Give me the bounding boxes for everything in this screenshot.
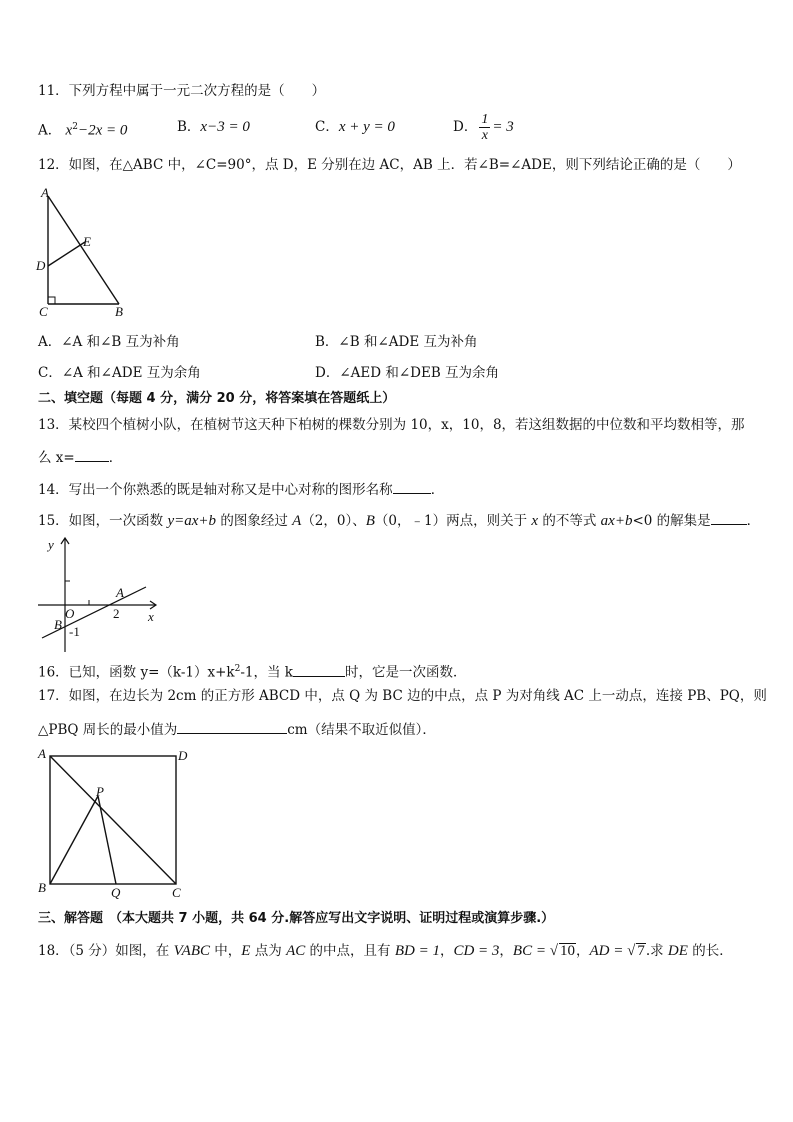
q11-option-d-num: 1: [481, 112, 489, 127]
q12-option-b[interactable]: B．∠B 和∠ADE 互为补角: [315, 334, 478, 350]
q15-label-o: O: [65, 606, 75, 621]
q12-side-ab: [48, 196, 119, 304]
q15-label-a: A: [116, 585, 124, 600]
q18-sep1: ，: [439, 943, 454, 959]
q18-bc-radicand: 10: [559, 943, 575, 959]
q14-line: [38, 479, 444, 499]
q15-point-a: A: [292, 513, 302, 529]
q16-sup: 2: [234, 664, 241, 674]
q17-answer-blank[interactable]: [177, 719, 287, 734]
q13-line2-post: ．: [108, 450, 123, 466]
q12-triangle-svg: [35, 184, 135, 320]
q18-de: DE: [667, 943, 688, 959]
q11-option-a-x: x: [65, 122, 73, 139]
q15-coord-b: （0，﹣1）两点，则关于: [374, 513, 532, 529]
q16-mid: -1，当 k: [240, 664, 293, 681]
q17-label-p: P: [96, 784, 104, 799]
q13-line2: [38, 447, 122, 467]
q15-label-y: y: [48, 537, 54, 552]
q17-segment-pb: [50, 796, 98, 884]
q15-pre: 15．如图，一次函数: [38, 513, 168, 529]
q11-option-b[interactable]: [177, 118, 250, 136]
q15-label-b: B: [54, 617, 62, 632]
q14-pre: 14．写出一个你熟悉的既是轴对称又是中心对称的图形名称: [38, 482, 393, 498]
q13-line1: 13．某校四个植树小队，在植树节这天种下柏树的棵数分别为 10，x，10，8，若这组数据的中位数和平均数相等，那: [38, 417, 745, 433]
q18-bc-radical-sign: √: [549, 943, 558, 959]
q17-label-b: B: [38, 880, 46, 895]
q12-segment-de: [48, 242, 85, 266]
q17-line1: 17．如图，在边长为 2cm 的正方形 ABCD 中，点 Q 为 BC 边的中点，点 P 为对角线 AC 上一动点，连接 PB、PQ，则: [38, 688, 767, 704]
q15-label-x: x: [148, 609, 154, 624]
q18-post: 的长．: [687, 943, 733, 959]
q15-mid: 的图象经过: [216, 513, 293, 529]
q17-diagonal-ac: [50, 756, 176, 884]
q16-pre: 16．已知，函数 y=（k-1）x+k: [38, 664, 235, 681]
q11-option-a-letter: A．: [38, 122, 62, 139]
section3-title: [38, 910, 554, 928]
q11-option-d-fraction: [479, 112, 490, 143]
q15-func: y=ax+b: [167, 513, 217, 529]
q12-label-b: B: [115, 304, 123, 319]
q18-bc: BC =: [512, 943, 550, 959]
q12-option-d[interactable]: D．∠AED 和∠DEB 互为余角: [315, 365, 500, 381]
q17-label-q: Q: [111, 885, 121, 900]
q18-cd: CD = 3: [453, 943, 500, 959]
q17-label-c: C: [172, 885, 181, 900]
q12-right-angle-mark: [48, 297, 55, 304]
q11-option-c[interactable]: [315, 118, 395, 136]
q11-option-c-letter: C．: [315, 119, 339, 135]
q18-ad-radical-sign: √: [627, 943, 636, 959]
q13-answer-blank[interactable]: [75, 447, 109, 462]
q18-bd: BD = 1: [394, 943, 440, 959]
q12-option-a[interactable]: A．∠A 和∠B 互为补角: [38, 334, 180, 350]
q11-option-b-letter: B．: [177, 119, 201, 135]
q11-option-d-den: x: [481, 128, 488, 143]
q15-graph-figure: [32, 534, 162, 656]
q16-post: 时，它是一次函数．: [344, 664, 467, 681]
q11-option-c-text: x + y = 0: [338, 119, 395, 135]
q18-mid1: 中，: [210, 943, 242, 959]
q17-label-d: D: [178, 748, 188, 763]
q18-sep2: ，: [499, 943, 513, 959]
q18-ad: AD =: [589, 943, 628, 959]
q17-square-svg: [34, 744, 194, 900]
q11-option-d-letter: D．: [453, 119, 478, 135]
section2-title: 二、填空题（每题 4 分，满分 20 分，将答案填在答题纸上）: [38, 391, 396, 406]
section3-title-b: （本大题共 7 小题，共 64 分.解答应写出文字说明、证明过程或演算步骤.）: [109, 911, 555, 926]
q14-post: ．: [430, 482, 445, 498]
q12-label-c: C: [39, 304, 48, 319]
q15-line: [38, 510, 760, 530]
q15-label-neg1: -1: [69, 624, 80, 639]
q15-post: <0 的解集是: [632, 513, 711, 529]
q18-mid3: 的中点，且有: [305, 943, 395, 959]
q18-point-e: E: [241, 943, 251, 959]
q18-ac: AC: [286, 943, 306, 959]
q15-point-b: B: [365, 513, 375, 529]
q11-option-a-rest: −2x = 0: [77, 122, 128, 139]
q18-mid4: .求: [645, 943, 668, 959]
q11-option-d-rest: = 3: [492, 119, 514, 135]
q17-square-figure: [34, 744, 194, 900]
q15-end: ．: [746, 513, 761, 529]
q15-var: x: [531, 513, 539, 529]
q17-label-a: A: [38, 746, 46, 761]
q12-label-a: A: [41, 185, 49, 200]
q12-option-c[interactable]: C．∠A 和∠ADE 互为余角: [38, 365, 201, 381]
q18-sep3: ，: [575, 943, 590, 959]
q12-triangle-figure: [35, 184, 135, 320]
q11-option-a[interactable]: [38, 118, 127, 140]
q11-option-d[interactable]: [453, 108, 514, 146]
q16-answer-blank[interactable]: [293, 662, 345, 677]
q15-mid2: 的不等式: [538, 513, 601, 529]
q18-line: [38, 942, 733, 960]
q17-line2: [38, 719, 436, 739]
q11-option-a-sup: 2: [72, 122, 78, 132]
q18-pre: 18．（5 分）如图，在: [38, 943, 174, 959]
q16-line: [38, 660, 466, 682]
q11-stem: 11．下列方程中属于一元二次方程的是（ ）: [38, 83, 326, 99]
q15-answer-blank[interactable]: [711, 510, 747, 525]
q18-ad-radicand: 7: [637, 943, 645, 959]
q18-mid2: 点为: [250, 943, 287, 959]
q15-ineq: ax+b: [600, 513, 633, 529]
section3-title-a: 三、解答题: [38, 911, 104, 926]
q13-line2-pre: 么 x=: [38, 450, 75, 466]
q15-coord-a: （2，0）、: [301, 513, 366, 529]
q12-stem: 12．如图，在△ABC 中，∠C=90°，点 D，E 分别在边 AC，AB 上．若∠B=∠ADE，则下列结论正确的是（ ）: [38, 157, 741, 173]
q18-triangle: VABC: [173, 943, 210, 959]
q14-answer-blank[interactable]: [393, 479, 431, 494]
q11-option-b-text: x−3 = 0: [200, 119, 250, 135]
q15-label-2: 2: [113, 606, 120, 621]
q17-line2-post: cm（结果不取近似值）．: [287, 722, 436, 738]
q12-label-e: E: [83, 234, 91, 249]
q17-segment-pq: [98, 796, 116, 884]
q17-line2-pre: △PBQ 周长的最小值为: [38, 722, 178, 738]
q15-graph-svg: [32, 534, 162, 656]
q12-label-d: D: [36, 258, 46, 273]
